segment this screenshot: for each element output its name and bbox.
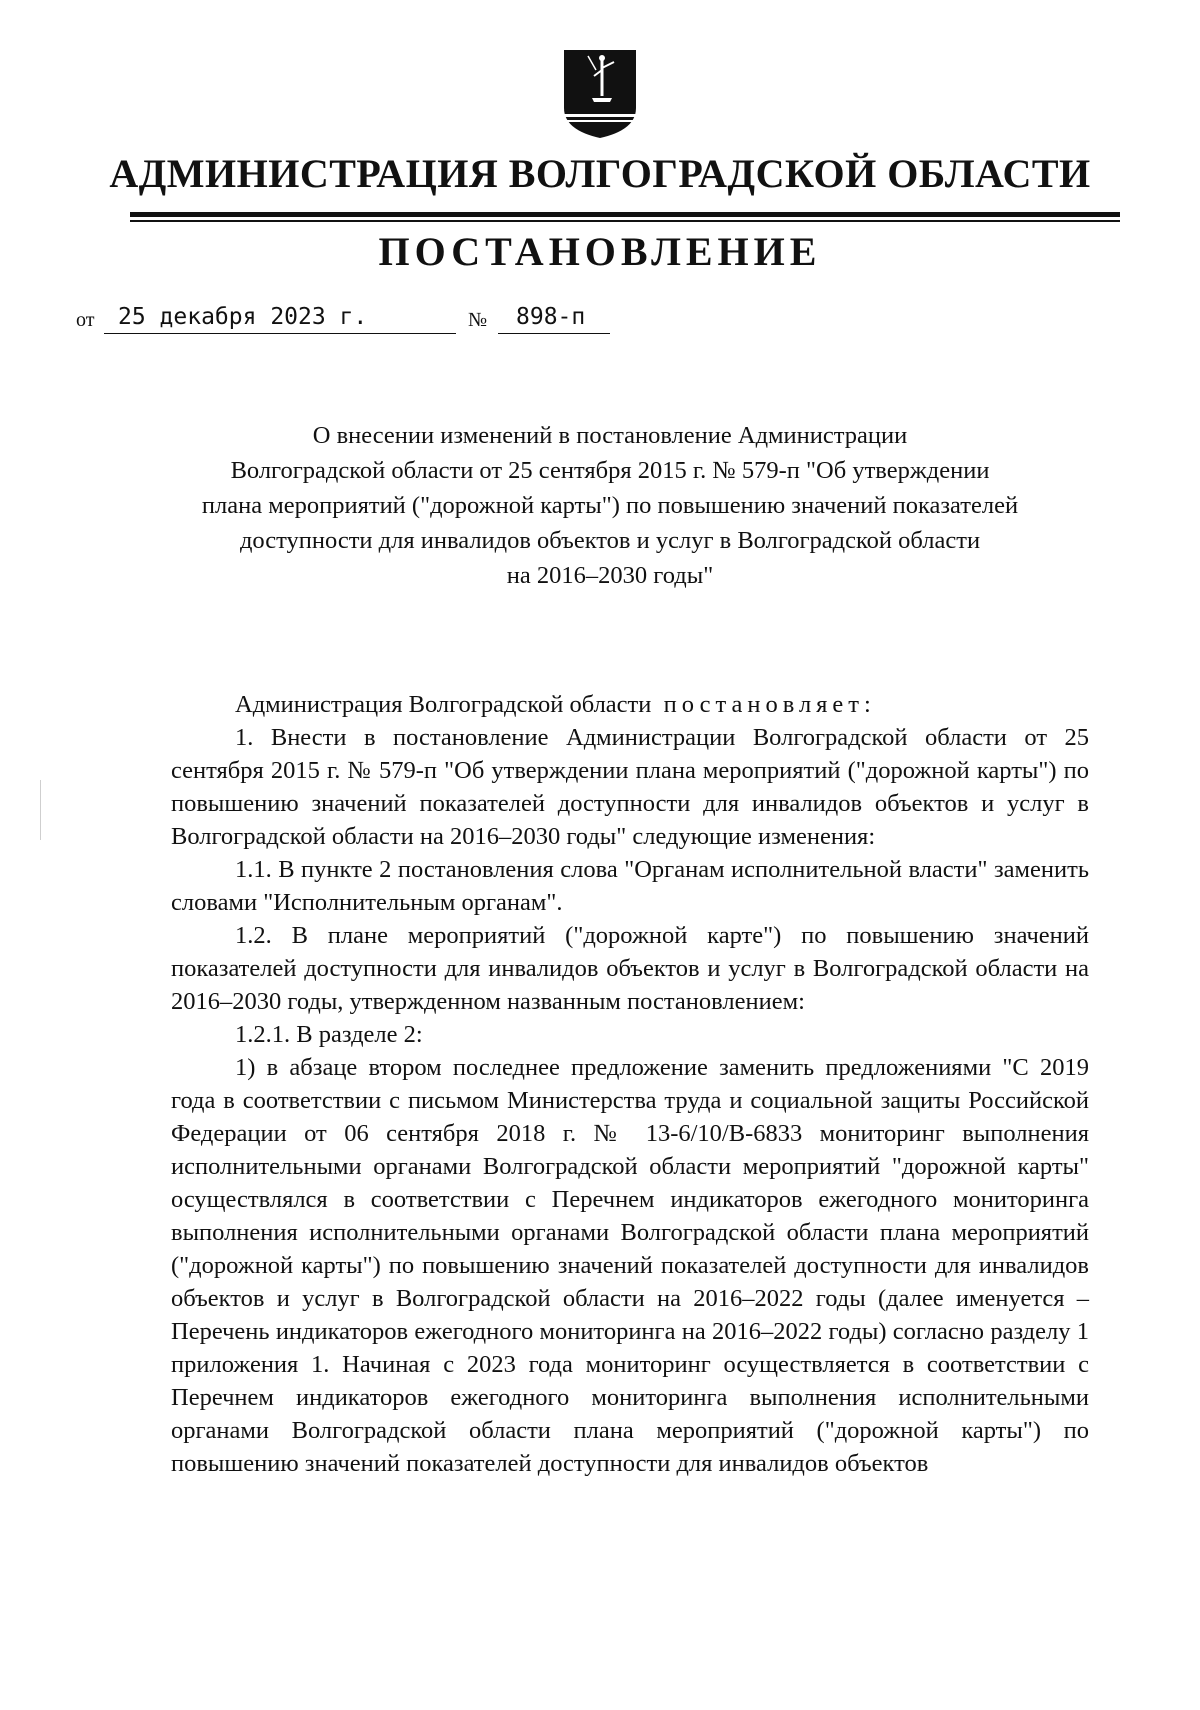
paragraph-item-1-1: 1.1. В пункте 2 постановления слова "Органам исполнительной власти" заменить словами "Исполнительным органам". [171, 856, 1089, 916]
date-value: 25 декабря 2023 г. [118, 304, 368, 330]
date-label: от [76, 309, 95, 331]
paragraph-item-1-2: 1.2. В плане мероприятий ("дорожной карте") по повышению значений показателей доступности для инвалидов объектов и услуг в Волгоградской области на 2016–2030 годы, утвержденном названным постановлением: [171, 922, 1089, 1015]
subject-line: Волгоградской области от 25 сентября 2015 г. № 579-п "Об утверждении [230, 457, 990, 484]
subject-line: плана мероприятий ("дорожной карты") по повышению значений показателей [201, 492, 1019, 519]
header-rule-thick [130, 212, 1120, 217]
preamble-text: Администрация Волгоградской области [235, 691, 652, 718]
subject-line: на 2016–2030 годы" [506, 562, 714, 589]
paragraph-subitem-1: 1) в абзаце втором последнее предложение заменить предложениями "С 2019 года в соответствии с письмом Министерства труда и социальной защиты Российской Федерации от 06 сентября 2018 г. № 13-6/10/В-6833 мониторинг выполнения исполнительными органами Волгоградской области мероприятий "дорожной карты" осуществлялся в соответствии с Перечнем индикаторов ежегодного мониторинга выполнения исполнительными органами Волгоградской области плана мероприятий ("дорожной карты") по повышению значений показателей доступности для инвалидов объектов и услуг в Волгоградской области на 2016–2022 годы (далее именуется – Перечень индикаторов ежегодного мониторинга на 2016–2022 годы) согласно разделу 1 приложения 1. Начиная с 2023 года мониторинг осуществляется в соответствии с Перечнем индикаторов ежегодного мониторинга выполнения исполнительными органами Волгоградской области плана мероприятий ("дорожной карты") по повышению значений показателей доступности для инвалидов объектов [171, 1054, 1089, 1477]
coat-of-arms-icon [558, 46, 642, 140]
preamble [171, 688, 1089, 721]
paragraph-item-1: 1. Внести в постановление Администрации Волгоградской области от 25 сентября 2015 г. № 579-п "Об утверждении плана мероприятий ("дорожной карты") по повышению значений показателей доступности для инвалидов объектов и услуг в Волгоградской области на 2016–2030 годы" следующие изменения: [171, 724, 1089, 850]
number-label: № [468, 309, 488, 331]
date-number-line [76, 296, 636, 336]
document-type-title: ПОСТАНОВЛЕНИЕ [378, 229, 822, 274]
header-rule-thin [130, 220, 1120, 222]
subject-line: О внесении изменений в постановление Администрации [312, 422, 908, 449]
scan-margin-mark [40, 780, 41, 840]
document-subject [160, 418, 1060, 593]
preamble-action: постановляет: [663, 691, 876, 718]
number-value: 898-п [516, 304, 586, 330]
paragraph-item-1-2-1: 1.2.1. В разделе 2: [235, 1021, 423, 1048]
subject-line: доступности для инвалидов объектов и услуг в Волгоградской области [239, 527, 981, 554]
organization-title: АДМИНИСТРАЦИЯ ВОЛГОГРАДСКОЙ ОБЛАСТИ [109, 151, 1091, 196]
document-body [171, 688, 1089, 1480]
